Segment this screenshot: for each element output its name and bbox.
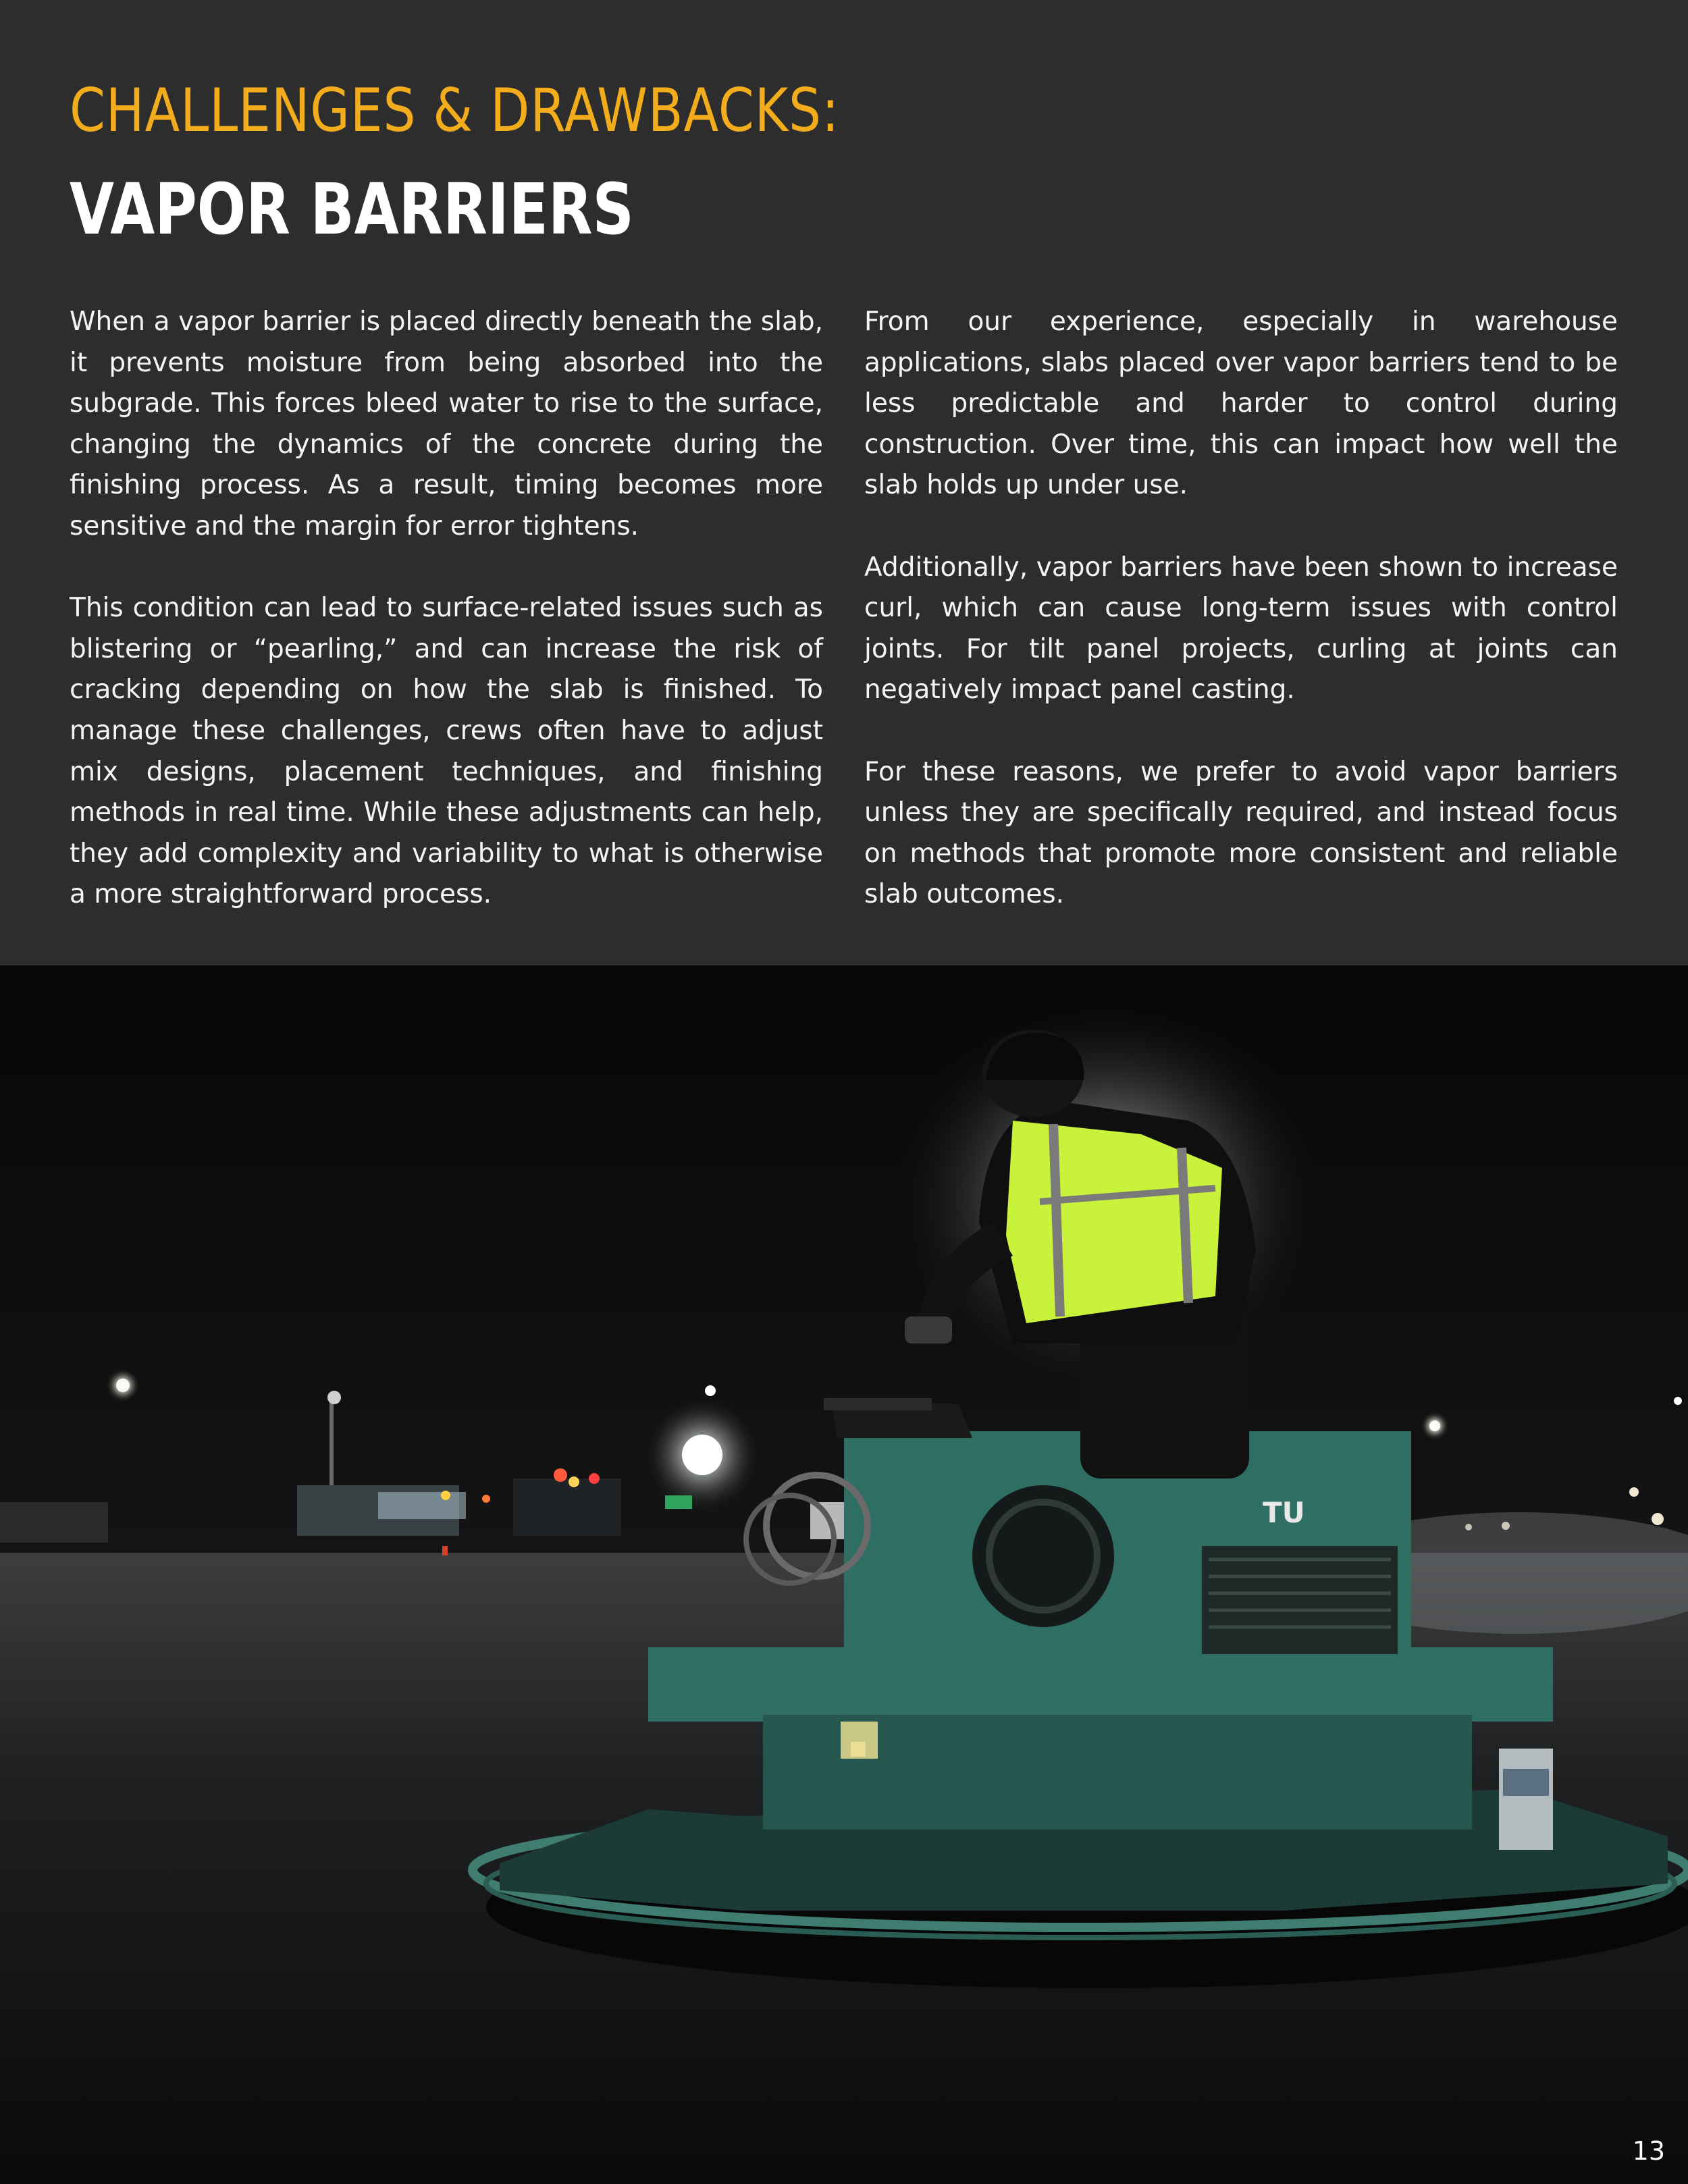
- right-paragraph-3: For these reasons, we prefer to avoid vapor barriers unless they are specifically required, and instead focus on methods that promote more consistent and reliable slab outcomes.: [864, 756, 1618, 910]
- section-eyebrow: CHALLENGES & DRAWBACKS:: [70, 76, 840, 145]
- left-paragraph-1: When a vapor barrier is placed directly beneath the slab, it prevents moisture from being absorbed into the subgrade. This forces bleed water to rise to the surface, changing the dynamics of the concrete during the finishing process. As a result, timing becomes more sensitive and the margin for error tightens.: [70, 307, 823, 541]
- power-trowel-night-photo: [0, 965, 1688, 2184]
- machine-label: TU: [1263, 1496, 1305, 1529]
- left-paragraph-2: This condition can lead to surface-related issues such as blistering or “pearling,” and can increase the risk of cracking depending on how the slab is finished. To manage these challenges, crews often have to adjust mix designs, placement techniques, and finishing methods in real time. While these adjustments can help, they add complexity and variability to what is otherwise a more straightforward process.: [70, 593, 823, 910]
- right-paragraph-2: Additionally, vapor barriers have been shown to increase curl, which can cause long-term issues with control joints. For tilt panel projects, curling at joints can negatively impact panel casting.: [864, 552, 1618, 705]
- text-panel: [0, 0, 1688, 965]
- right-paragraph-1: From our experience, especially in warehouse applications, slabs placed over vapor barriers tend to be less predictable and harder to control during construction. Over time, this can impact how well the slab holds up under use.: [864, 307, 1618, 501]
- right-column: [864, 302, 1618, 915]
- page-title: VAPOR BARRIERS: [70, 168, 634, 250]
- left-column: [70, 302, 823, 915]
- page-number: 13: [1632, 2136, 1665, 2166]
- photo-illustration: [0, 965, 1688, 2184]
